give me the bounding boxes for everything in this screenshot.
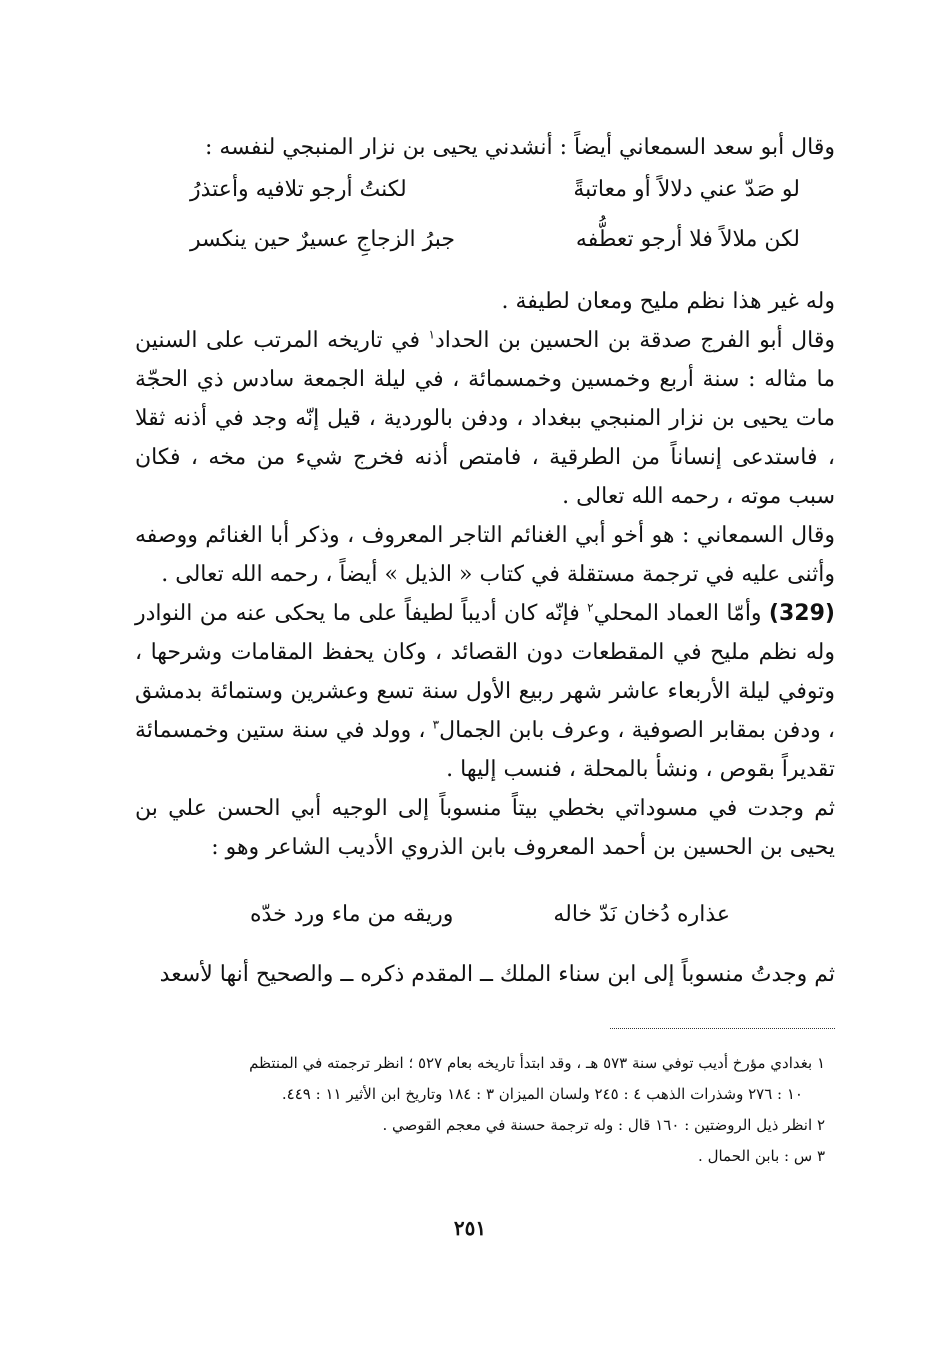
verse-line-1	[190, 172, 800, 206]
paragraph-2-start: وقال أبو الفرج صدقة بن الحسين بن الحداد	[435, 328, 836, 353]
hemistich-2-second: جبرُ الزجاجِ عسيرٌ حين ينكسر	[190, 227, 455, 252]
paragraph-4-middle: فإنّه كان أديباً لطيفاً على ما يحكى عنه من النوادر وله نظم مليح في المقطعات دون القصائد ، وكان يحفظ المقامات وشرحها ، وتوفي ليلة الأربعاء عاشر شهر ربيع الأول سنة تسع وعشرين وستمائة بدمشق ، ودفن بمقابر الصوفية ، وعرف بابن الجمال	[135, 601, 836, 743]
hemistich-1-second: لكنتُ أرجو تلافيه وأعتذرُ	[190, 177, 407, 202]
poem	[190, 172, 800, 256]
intro-line	[135, 128, 835, 167]
footnote-3	[130, 1141, 825, 1172]
single-verse	[250, 902, 730, 927]
paragraph-4-end: ، وولد في سنة ستين وخمسمائة تقديراً بقوص ، ونشأ بالمحلة ، فنسب إليها .	[135, 718, 835, 782]
footnote-3-number: ٣	[816, 1147, 825, 1165]
footnote-1-number: ١	[816, 1054, 825, 1072]
footnote-mark-1: ١	[428, 327, 435, 342]
body-text	[135, 282, 835, 867]
paragraph-4-start: وأمّا العماد المحلي	[593, 601, 769, 626]
page-number: ٢٥١	[453, 1216, 487, 1240]
footnote-3-text: س : بابن الحمال .	[698, 1147, 813, 1165]
entry-number: (329)	[768, 601, 835, 626]
paragraph-2	[135, 321, 835, 516]
footnote-2-number: ٢	[816, 1116, 825, 1134]
verse-line-2	[190, 222, 800, 256]
single-verse-first: عذاره دُخان نَدّ خاله	[553, 902, 730, 927]
footnote-1-cont-text: ١٠ : ٢٧٦ وشذرات الذهب ٤ : ٢٤٥ ولسان الميزان ٣ : ١٨٤ وتاريخ ابن الأثير ١١ : ٤٤٩.	[281, 1085, 803, 1103]
footnote-2	[130, 1110, 825, 1141]
paragraph-1: وله غير هذا نظم مليح ومعان لطيفة .	[501, 289, 835, 314]
footnote-1-continued	[130, 1079, 825, 1110]
hemistich-1-first: لو صَدّ عني دلالاً أو معاتبةً	[573, 177, 800, 202]
footnotes	[130, 1048, 825, 1172]
footnote-1-text: بغدادي مؤرخ أديب توفي سنة ٥٧٣ هـ ، وقد ابتدأ تاريخه بعام ٥٢٧ ؛ انظر ترجمته في المنتظم	[249, 1054, 813, 1072]
single-verse-second: وريقه من ماء ورد خدّه	[250, 902, 454, 927]
paragraph-3: وقال السمعاني : هو أخو أبي الغنائم التاجر المعروف ، وذكر أبا الغنائم ووصفه وأثنى عليه في ترجمة مستقلة في كتاب « الذيل » أيضاً ، رحمه الله تعالى .	[135, 523, 835, 587]
paragraph-4	[135, 594, 835, 789]
intro-text: وقال أبو سعد السمعاني أيضاً : أنشدني يحيى بن نزار المنبجي لنفسه :	[205, 135, 835, 160]
footnote-mark-2: ٢	[587, 600, 594, 615]
hemistich-2-first: لكن ملالاً فلا أرجو تعطُّفه	[575, 227, 800, 252]
footnote-2-text: انظر ذيل الروضتين : ١٦٠ قال : وله ترجمة حسنة في معجم القوصي .	[382, 1116, 813, 1134]
paragraph-5: ثم وجدت في مسوداتي بخطي بيتاً منسوباً إلى الوجيه أبي الحسن علي بن يحيى بن الحسين بن أحمد المعروف بابن الذروي الأديب الشاعر وهو :	[135, 796, 835, 860]
footnote-mark-3: ٣	[432, 717, 440, 732]
closing-line: ثم وجدتُ منسوباً إلى ابن سناء الملك ــ المقدم ذكره ــ والصحيح أنها لأسعد	[159, 962, 835, 987]
footnote-1	[130, 1048, 825, 1079]
footnote-divider	[610, 1028, 835, 1029]
paragraph-2-rest: في تاريخه المرتب على السنين ما مثاله : سنة أربع وخمسين وخمسمائة ، في ليلة الجمعة سادس ذي الحجّة مات يحيى بن نزار المنبجي ببغداد ، ودفن بالوردية ، قيل إنّه وجد في أذنه ثقلا ، فاستدعى إنساناً من الطرقية ، فامتص أذنه فخرج شيء من مخه ، فكان سبب موته ، رحمه الله تعالى .	[135, 328, 835, 509]
